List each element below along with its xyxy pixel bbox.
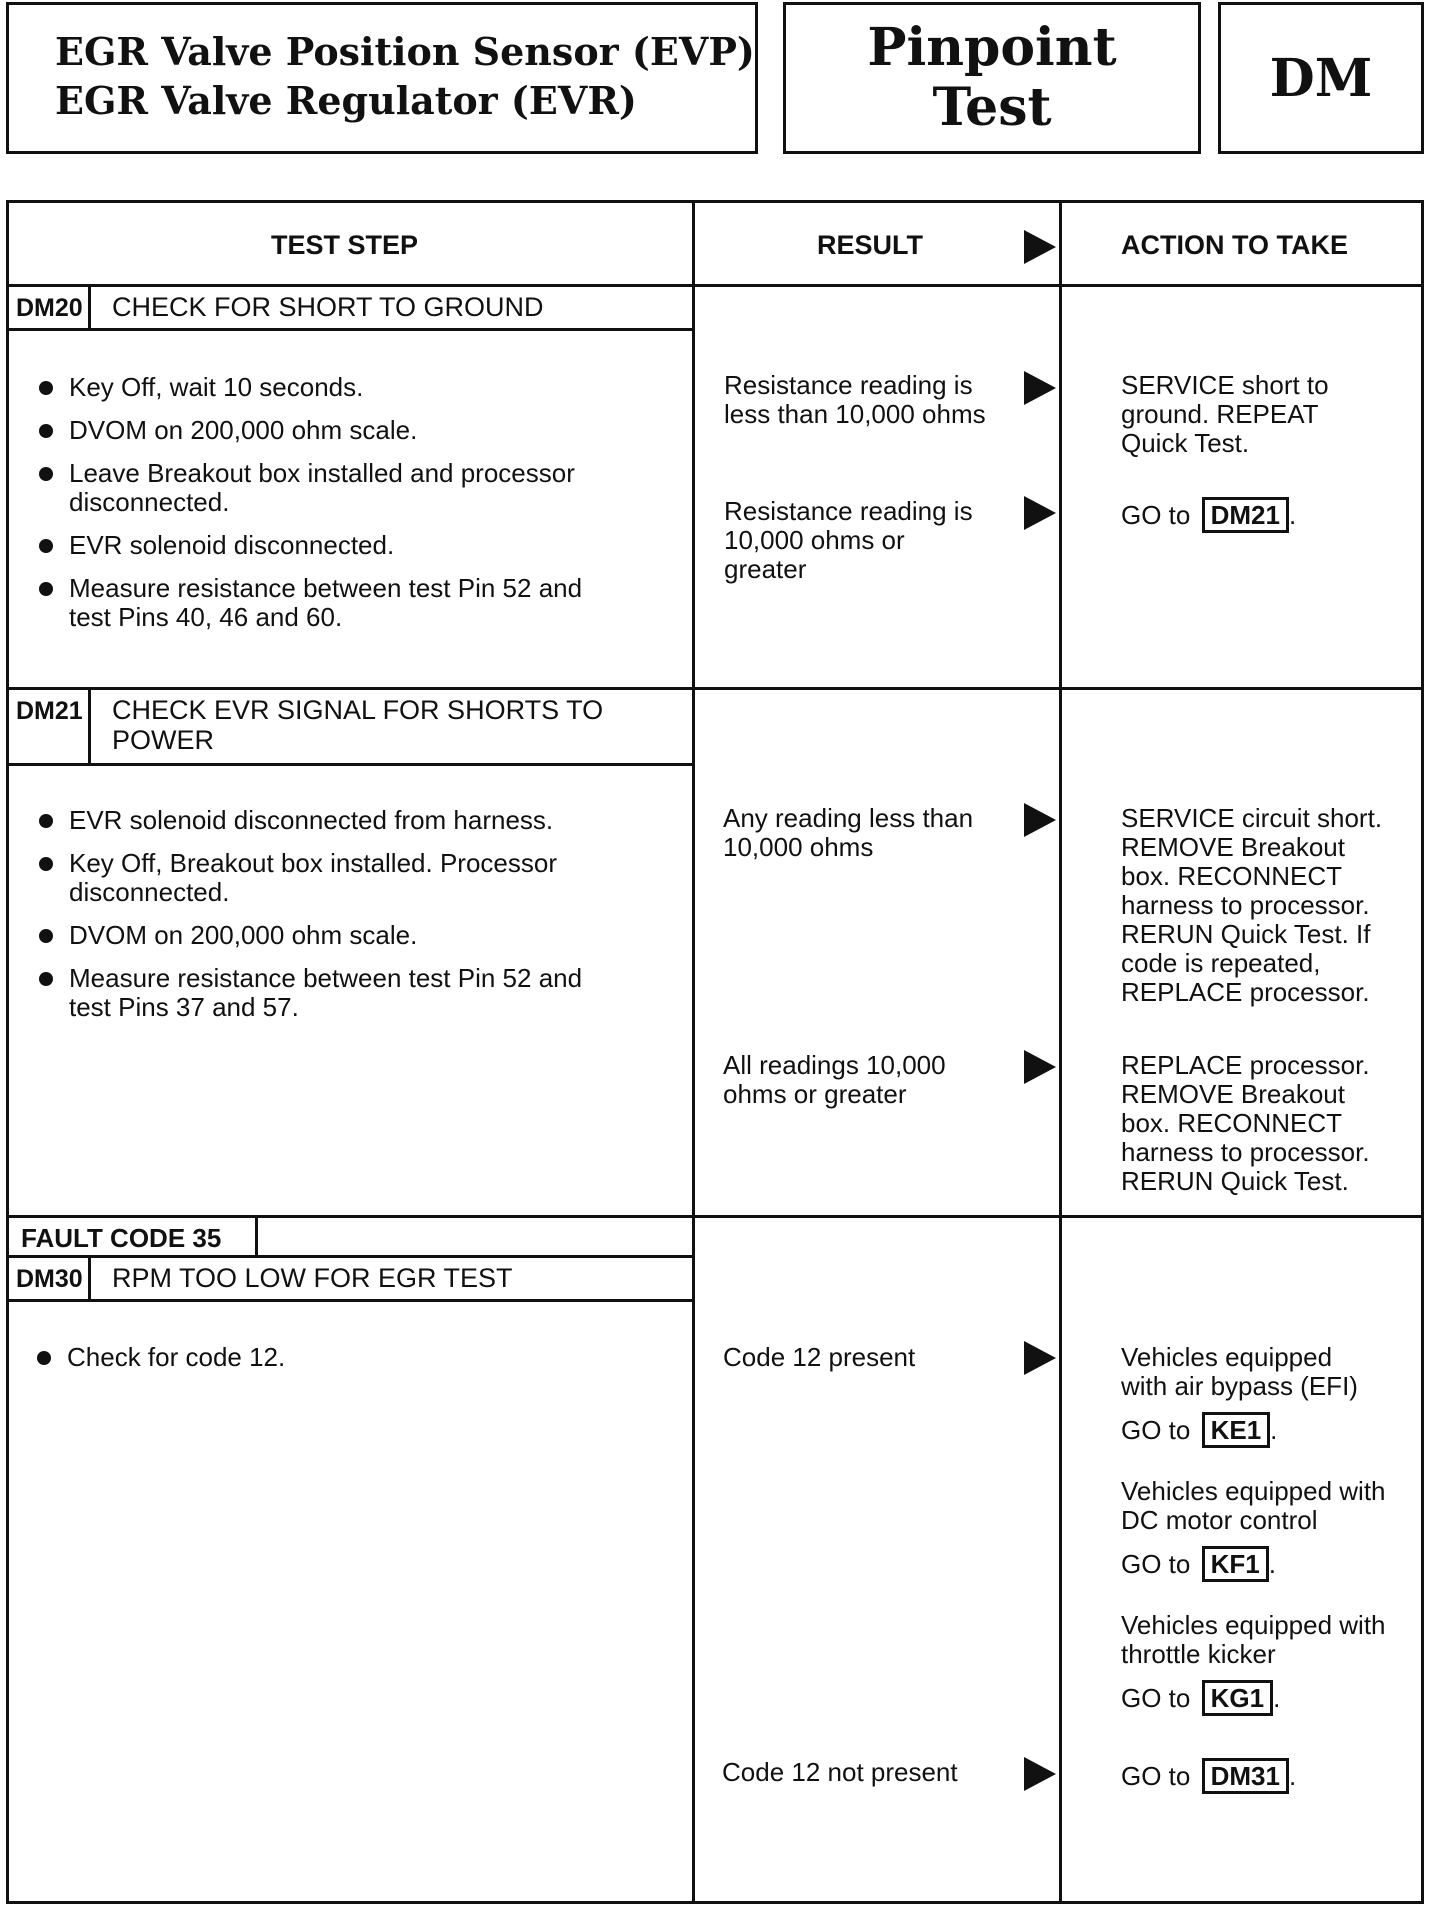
list-item-text: test Pins 40, 46 and 60. bbox=[69, 602, 343, 632]
dm20-action1: SERVICE short to ground. REPEAT Quick Test. bbox=[1121, 370, 1329, 458]
ref-dm31[interactable]: DM31 bbox=[1202, 1758, 1289, 1794]
header-title-box bbox=[6, 2, 758, 154]
dm21-action2: REPLACE processor. REMOVE Breakout box. RECONNECT harness to processor. RERUN Quick Test. bbox=[1121, 1050, 1370, 1196]
column-header-test-step: TEST STEP bbox=[271, 230, 419, 260]
dm20-bullets bbox=[35, 373, 582, 646]
result-arrow-icon bbox=[1024, 1341, 1056, 1375]
column-divider-1 bbox=[692, 203, 695, 1901]
dm30-goto-kg1: GO to KG1 . bbox=[1121, 1680, 1280, 1716]
list-item-text: Leave Breakout box installed and processor bbox=[69, 458, 575, 488]
list-item bbox=[35, 849, 582, 907]
pinpoint-test-box bbox=[783, 2, 1201, 154]
result-arrow-icon bbox=[1024, 230, 1056, 264]
list-item: Key Off, wait 10 seconds. bbox=[35, 373, 582, 402]
dm21-result2: All readings 10,000 ohms or greater bbox=[723, 1050, 946, 1109]
list-item: Check for code 12. bbox=[33, 1343, 285, 1372]
result-arrow-icon bbox=[1024, 1050, 1056, 1084]
ref-ke1[interactable]: KE1 bbox=[1202, 1412, 1271, 1448]
result-arrow-icon bbox=[1024, 371, 1056, 405]
step-id-dm20: DM20 bbox=[16, 294, 83, 322]
test-label: Test bbox=[932, 77, 1052, 138]
step-id-dm30: DM30 bbox=[16, 1265, 83, 1293]
dm21-bullets bbox=[35, 806, 582, 1036]
code-box bbox=[1218, 2, 1424, 154]
result-arrow-icon bbox=[1024, 1757, 1056, 1791]
list-item-text: Measure resistance between test Pin 52 and bbox=[69, 573, 583, 603]
dm30-goto-ke1: GO to KE1 . bbox=[1121, 1412, 1277, 1448]
code-label: DM bbox=[1269, 47, 1373, 109]
list-item-text: Measure resistance between test Pin 52 and bbox=[69, 963, 583, 993]
list-item: EVR solenoid disconnected from harness. bbox=[35, 806, 582, 835]
result-arrow-icon bbox=[1024, 803, 1056, 837]
header-title-line1: EGR Valve Position Sensor (EVP) bbox=[55, 29, 755, 74]
dm30-action-dc-motor: Vehicles equipped with DC motor control bbox=[1121, 1476, 1386, 1535]
list-item: DVOM on 200,000 ohm scale. bbox=[35, 921, 582, 950]
column-divider-2 bbox=[1059, 203, 1062, 1901]
step-title-dm30: RPM TOO LOW FOR EGR TEST bbox=[112, 1263, 513, 1293]
list-item-text: Key Off, Breakout box installed. Processor bbox=[69, 848, 557, 878]
list-item bbox=[35, 574, 582, 632]
dm20-result1: Resistance reading is less than 10,000 ohms bbox=[724, 370, 986, 429]
list-item bbox=[35, 459, 582, 517]
step-title-dm21: CHECK EVR SIGNAL FOR SHORTS TO POWER bbox=[112, 695, 604, 755]
dm20-action2: GO to DM21 . bbox=[1121, 497, 1296, 533]
ref-kg1[interactable]: KG1 bbox=[1202, 1680, 1273, 1716]
dm20-result2: Resistance reading is 10,000 ohms or greater bbox=[724, 496, 973, 584]
step-id-dm21: DM21 bbox=[16, 697, 83, 725]
list-item-text: disconnected. bbox=[69, 877, 230, 907]
list-item: EVR solenoid disconnected. bbox=[35, 531, 582, 560]
list-item-text: test Pins 37 and 57. bbox=[69, 992, 299, 1022]
dm30-action-air-bypass: Vehicles equipped with air bypass (EFI) bbox=[1121, 1342, 1358, 1401]
dm21-action1: SERVICE circuit short. REMOVE Breakout box. RECONNECT harness to processor. RERUN Quick Test. If code is repeated, REPLACE processor. bbox=[1121, 803, 1383, 1007]
list-item bbox=[35, 964, 582, 1022]
ref-dm21[interactable]: DM21 bbox=[1202, 497, 1289, 533]
dm30-bullets bbox=[33, 1343, 285, 1386]
dm30-result2: Code 12 not present bbox=[722, 1757, 958, 1787]
list-item: DVOM on 200,000 ohm scale. bbox=[35, 416, 582, 445]
pinpoint-label: Pinpoint bbox=[867, 17, 1117, 78]
step-title-dm20: CHECK FOR SHORT TO GROUND bbox=[112, 292, 544, 322]
result-arrow-icon bbox=[1024, 496, 1056, 530]
pinpoint-table bbox=[6, 200, 1424, 1904]
column-header-result: RESULT bbox=[817, 230, 923, 260]
column-header-action: ACTION TO TAKE bbox=[1121, 230, 1348, 260]
fault-code-label: FAULT CODE 35 bbox=[21, 1223, 222, 1253]
dm30-action-throttle-kicker: Vehicles equipped with throttle kicker bbox=[1121, 1610, 1386, 1669]
dm30-result1: Code 12 present bbox=[723, 1342, 916, 1372]
ref-kf1[interactable]: KF1 bbox=[1202, 1546, 1269, 1582]
header-title-line2: EGR Valve Regulator (EVR) bbox=[55, 78, 637, 123]
dm21-result1: Any reading less than 10,000 ohms bbox=[723, 803, 974, 862]
dm30-goto-kf1: GO to KF1 . bbox=[1121, 1546, 1276, 1582]
list-item-text: disconnected. bbox=[69, 487, 230, 517]
dm30-goto-dm31: GO to DM31 . bbox=[1121, 1758, 1296, 1794]
